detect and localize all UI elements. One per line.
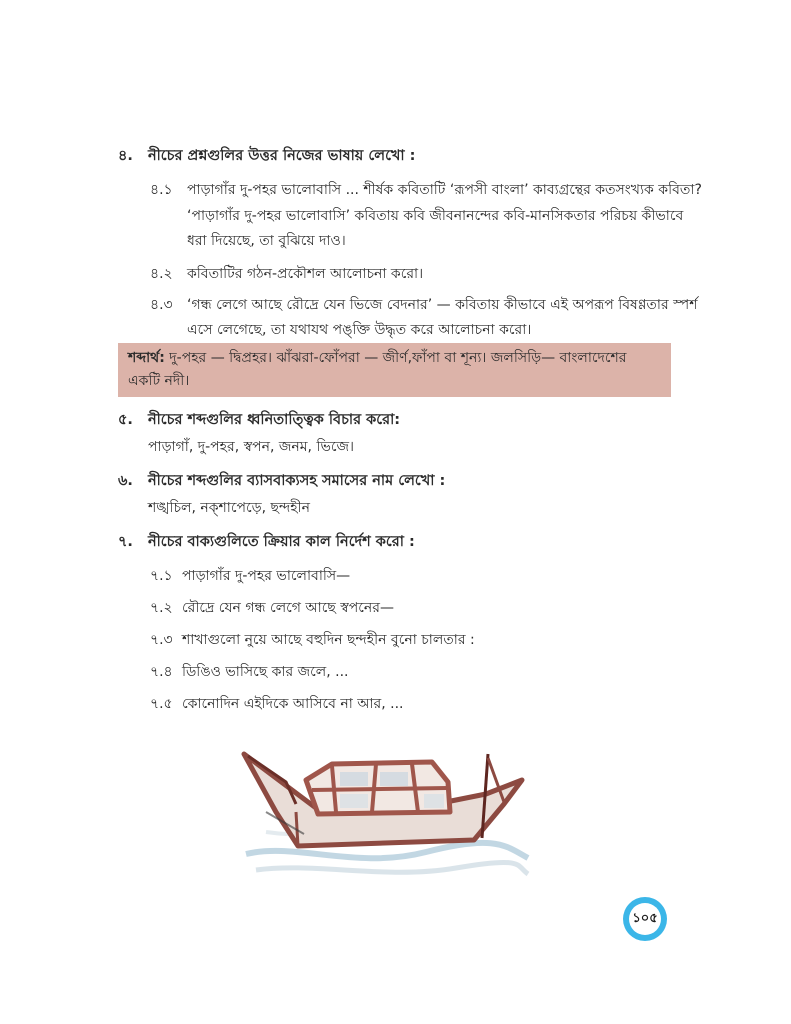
page-number: ১০৫ xyxy=(629,903,661,935)
q4-3-number: ৪.৩ xyxy=(150,297,173,313)
q4-heading: নীচের প্রশ্নগুলির উত্তর নিজের ভাষায় লেখো : xyxy=(148,148,416,164)
q7-2-number: ৭.২ xyxy=(150,600,173,616)
glossary-text: দু-পহর — দ্বিপ্রহর। ঝাঁঝরা-ফোঁপরা — জীর্ণ,ফাঁপা বা শূন্য। জলসিড়ি— বাংলাদেশের xyxy=(169,350,627,366)
glossary-box xyxy=(118,343,671,397)
q6-text: শঙ্খচিল, নক্‌শাপেড়ে, ছন্দহীন xyxy=(148,500,310,516)
q4-3-line-1: ‘গন্ধ লেগে আছে রৌদ্রে যেন ভিজে বেদনার’ — কবিতায় কীভাবে এই অপরূপ বিষণ্ণতার স্পর্শ xyxy=(187,297,698,313)
q7-heading: নীচের বাক্যগুলিতে ক্রিয়ার কাল নির্দেশ করো : xyxy=(148,534,415,550)
q7-2-text: রৌদ্রে যেন গন্ধ লেগে আছে স্বপনের— xyxy=(182,600,394,616)
q5-text: পাড়াগাঁ, দু-পহর, স্বপন, জনম, ভিজে। xyxy=(148,439,355,455)
q7-3-text: শাখাগুলো নুয়ে আছে বহুদিন ছন্দহীন বুনো চালতার : xyxy=(182,632,475,648)
glossary-line-2: একটি নদী। xyxy=(128,373,190,389)
q6-number: ৬. xyxy=(118,473,133,489)
page-number-badge xyxy=(623,897,667,941)
q4-2-text: কবিতাটির গঠন-প্রকৌশল আলোচনা করো। xyxy=(187,266,424,282)
q5-number: ৫. xyxy=(118,412,133,428)
q7-5-number: ৭.৫ xyxy=(150,696,173,712)
q4-1-line-1: পাড়াগাঁর দু-পহর ভালোবাসি ... শীর্ষক কবিতাটি ‘রূপসী বাংলা’ কাব্যগ্রন্থের কতসংখ্যক কবিতা? xyxy=(187,182,702,198)
q5-heading: নীচের শব্দগুলির ধ্বনিতাত্ত্বিক বিচার করো: xyxy=(148,412,401,428)
boat-illustration xyxy=(236,742,532,884)
q7-1-number: ৭.১ xyxy=(150,568,173,584)
q4-2-number: ৪.২ xyxy=(150,266,173,282)
q7-3-number: ৭.৩ xyxy=(150,632,173,648)
glossary-title: শব্দার্থ: xyxy=(128,350,165,366)
q6-heading: নীচের শব্দগুলির ব্যাসবাক্যসহ সমাসের নাম লেখো : xyxy=(148,473,446,489)
q7-5-text: কোনোদিন এইদিকে আসিবে না আর, ... xyxy=(182,696,404,712)
q4-1-number: ৪.১ xyxy=(150,182,173,198)
glossary-line-1 xyxy=(128,348,626,368)
q7-4-text: ডিঙিও ভাসিছে কার জলে, ... xyxy=(182,664,349,680)
q4-3-line-2: এসে লেগেছে, তা যথাযথ পঙ্‌ক্তি উদ্ধৃত করে আলোচনা করো। xyxy=(187,322,532,338)
q7-number: ৭. xyxy=(118,534,133,550)
q4-1-line-3: ধরা দিয়েছে, তা বুঝিয়ে দাও। xyxy=(187,233,346,249)
q7-4-number: ৭.৪ xyxy=(150,664,173,680)
q4-number: ৪. xyxy=(118,148,133,164)
q4-1-line-2: ‘পাড়াগাঁর দু-পহর ভালোবাসি’ কবিতায় কবি জীবনানন্দের কবি-মানসিকতার পরিচয় কীভাবে xyxy=(187,208,684,224)
q7-1-text: পাড়াগাঁর দু-পহর ভালোবাসি— xyxy=(182,568,351,584)
